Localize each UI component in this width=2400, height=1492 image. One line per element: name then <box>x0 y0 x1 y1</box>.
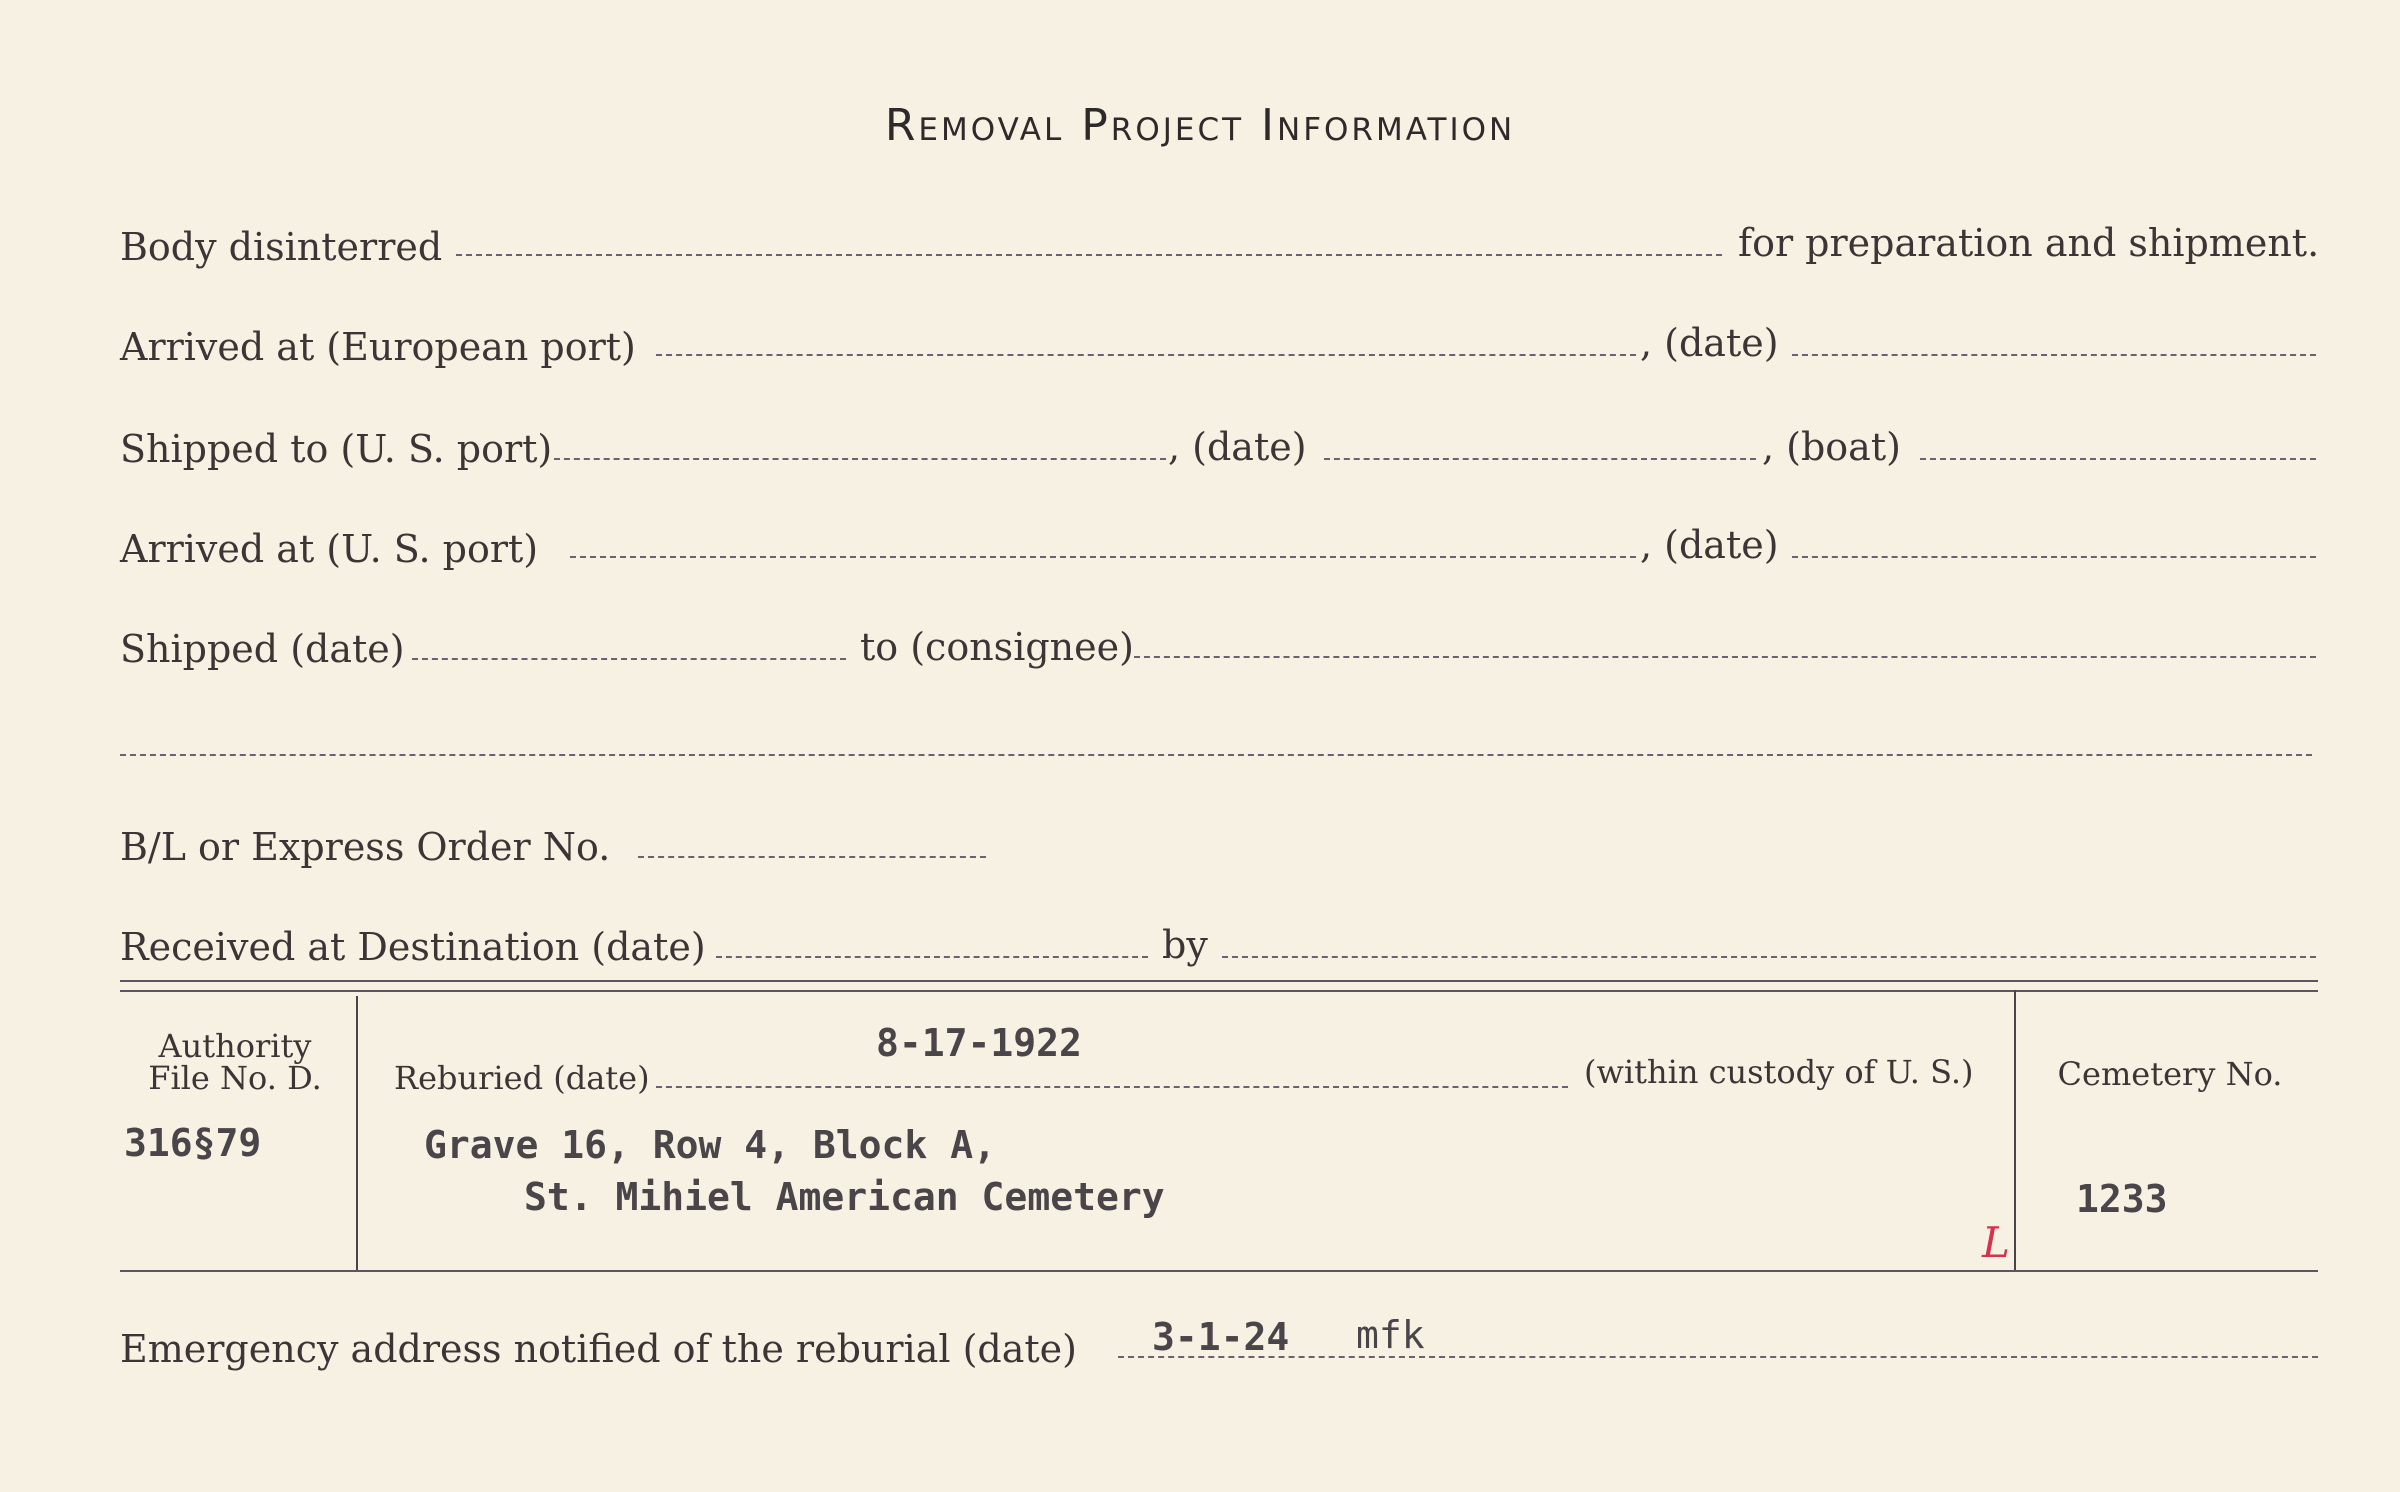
authority-label: Authority <box>158 1027 312 1065</box>
arrived-us-line <box>570 556 1636 558</box>
arrived-us-label: Arrived at (U. S. port) <box>120 527 539 571</box>
card-title: Removal Project Information <box>884 100 1516 151</box>
preparation-label: for preparation and shipment. <box>1738 221 2320 265</box>
red-initial-mark: L <box>1982 1218 2010 1267</box>
cemetery-number-value: 1233 <box>2076 1177 2168 1221</box>
received-by-line <box>1222 956 2316 958</box>
consignee-line <box>1134 656 2316 658</box>
us-port-line <box>554 458 1166 460</box>
consignee-continuation-line <box>120 754 2312 756</box>
body-disinterred-line <box>456 254 1722 256</box>
arrived-european-label: Arrived at (European port) <box>120 325 636 369</box>
shipped-date-label: Shipped (date) <box>120 627 405 671</box>
ship-date-line <box>1324 458 1756 460</box>
custody-label: (within custody of U. S.) <box>1584 1053 1974 1091</box>
emergency-date-value: 3-1-24 <box>1152 1315 1290 1359</box>
emergency-date-line <box>1118 1356 2318 1358</box>
emergency-address-label: Emergency address notified of the reburial (date) <box>120 1327 1077 1371</box>
cemetery-column-divider <box>2014 990 2016 1270</box>
reburied-date-value: 8-17-1922 <box>876 1021 1082 1065</box>
shipped-date-line <box>412 658 846 660</box>
body-disinterred-label: Body disinterred <box>120 225 443 269</box>
received-date-line <box>716 956 1148 958</box>
boat-label: , (boat) <box>1762 425 1901 469</box>
bl-order-line <box>638 856 986 858</box>
european-port-line <box>656 354 1636 356</box>
reburied-label: Reburied (date) <box>394 1059 650 1097</box>
received-destination-label: Received at Destination (date) <box>120 925 706 969</box>
european-date-line <box>1792 354 2316 356</box>
grave-location-line1: Grave 16, Row 4, Block A, <box>424 1123 996 1167</box>
bl-order-label: B/L or Express Order No. <box>120 825 611 869</box>
european-date-label: , (date) <box>1640 321 1779 365</box>
section-divider-top <box>120 980 2318 982</box>
reburied-date-line <box>656 1086 1568 1088</box>
shipped-to-us-label: Shipped to (U. S. port) <box>120 427 553 471</box>
grave-location-line2: St. Mihiel American Cemetery <box>524 1175 1165 1219</box>
arrived-us-date-label: , (date) <box>1640 523 1779 567</box>
by-label: by <box>1162 923 1208 967</box>
authority-column-divider <box>356 996 358 1270</box>
file-no-label: File No. D. <box>148 1059 322 1097</box>
authority-file-number: 316§79 <box>124 1121 262 1165</box>
arrived-us-date-line <box>1792 556 2316 558</box>
section-divider-bottom <box>120 990 2318 992</box>
consignee-label: to (consignee) <box>860 625 1134 669</box>
lower-section-bottom-rule <box>120 1270 2318 1272</box>
cemetery-no-label: Cemetery No. <box>2057 1055 2283 1093</box>
ship-date-label: , (date) <box>1168 425 1307 469</box>
emergency-initials: mfk <box>1356 1313 1425 1357</box>
boat-line <box>1920 458 2316 460</box>
